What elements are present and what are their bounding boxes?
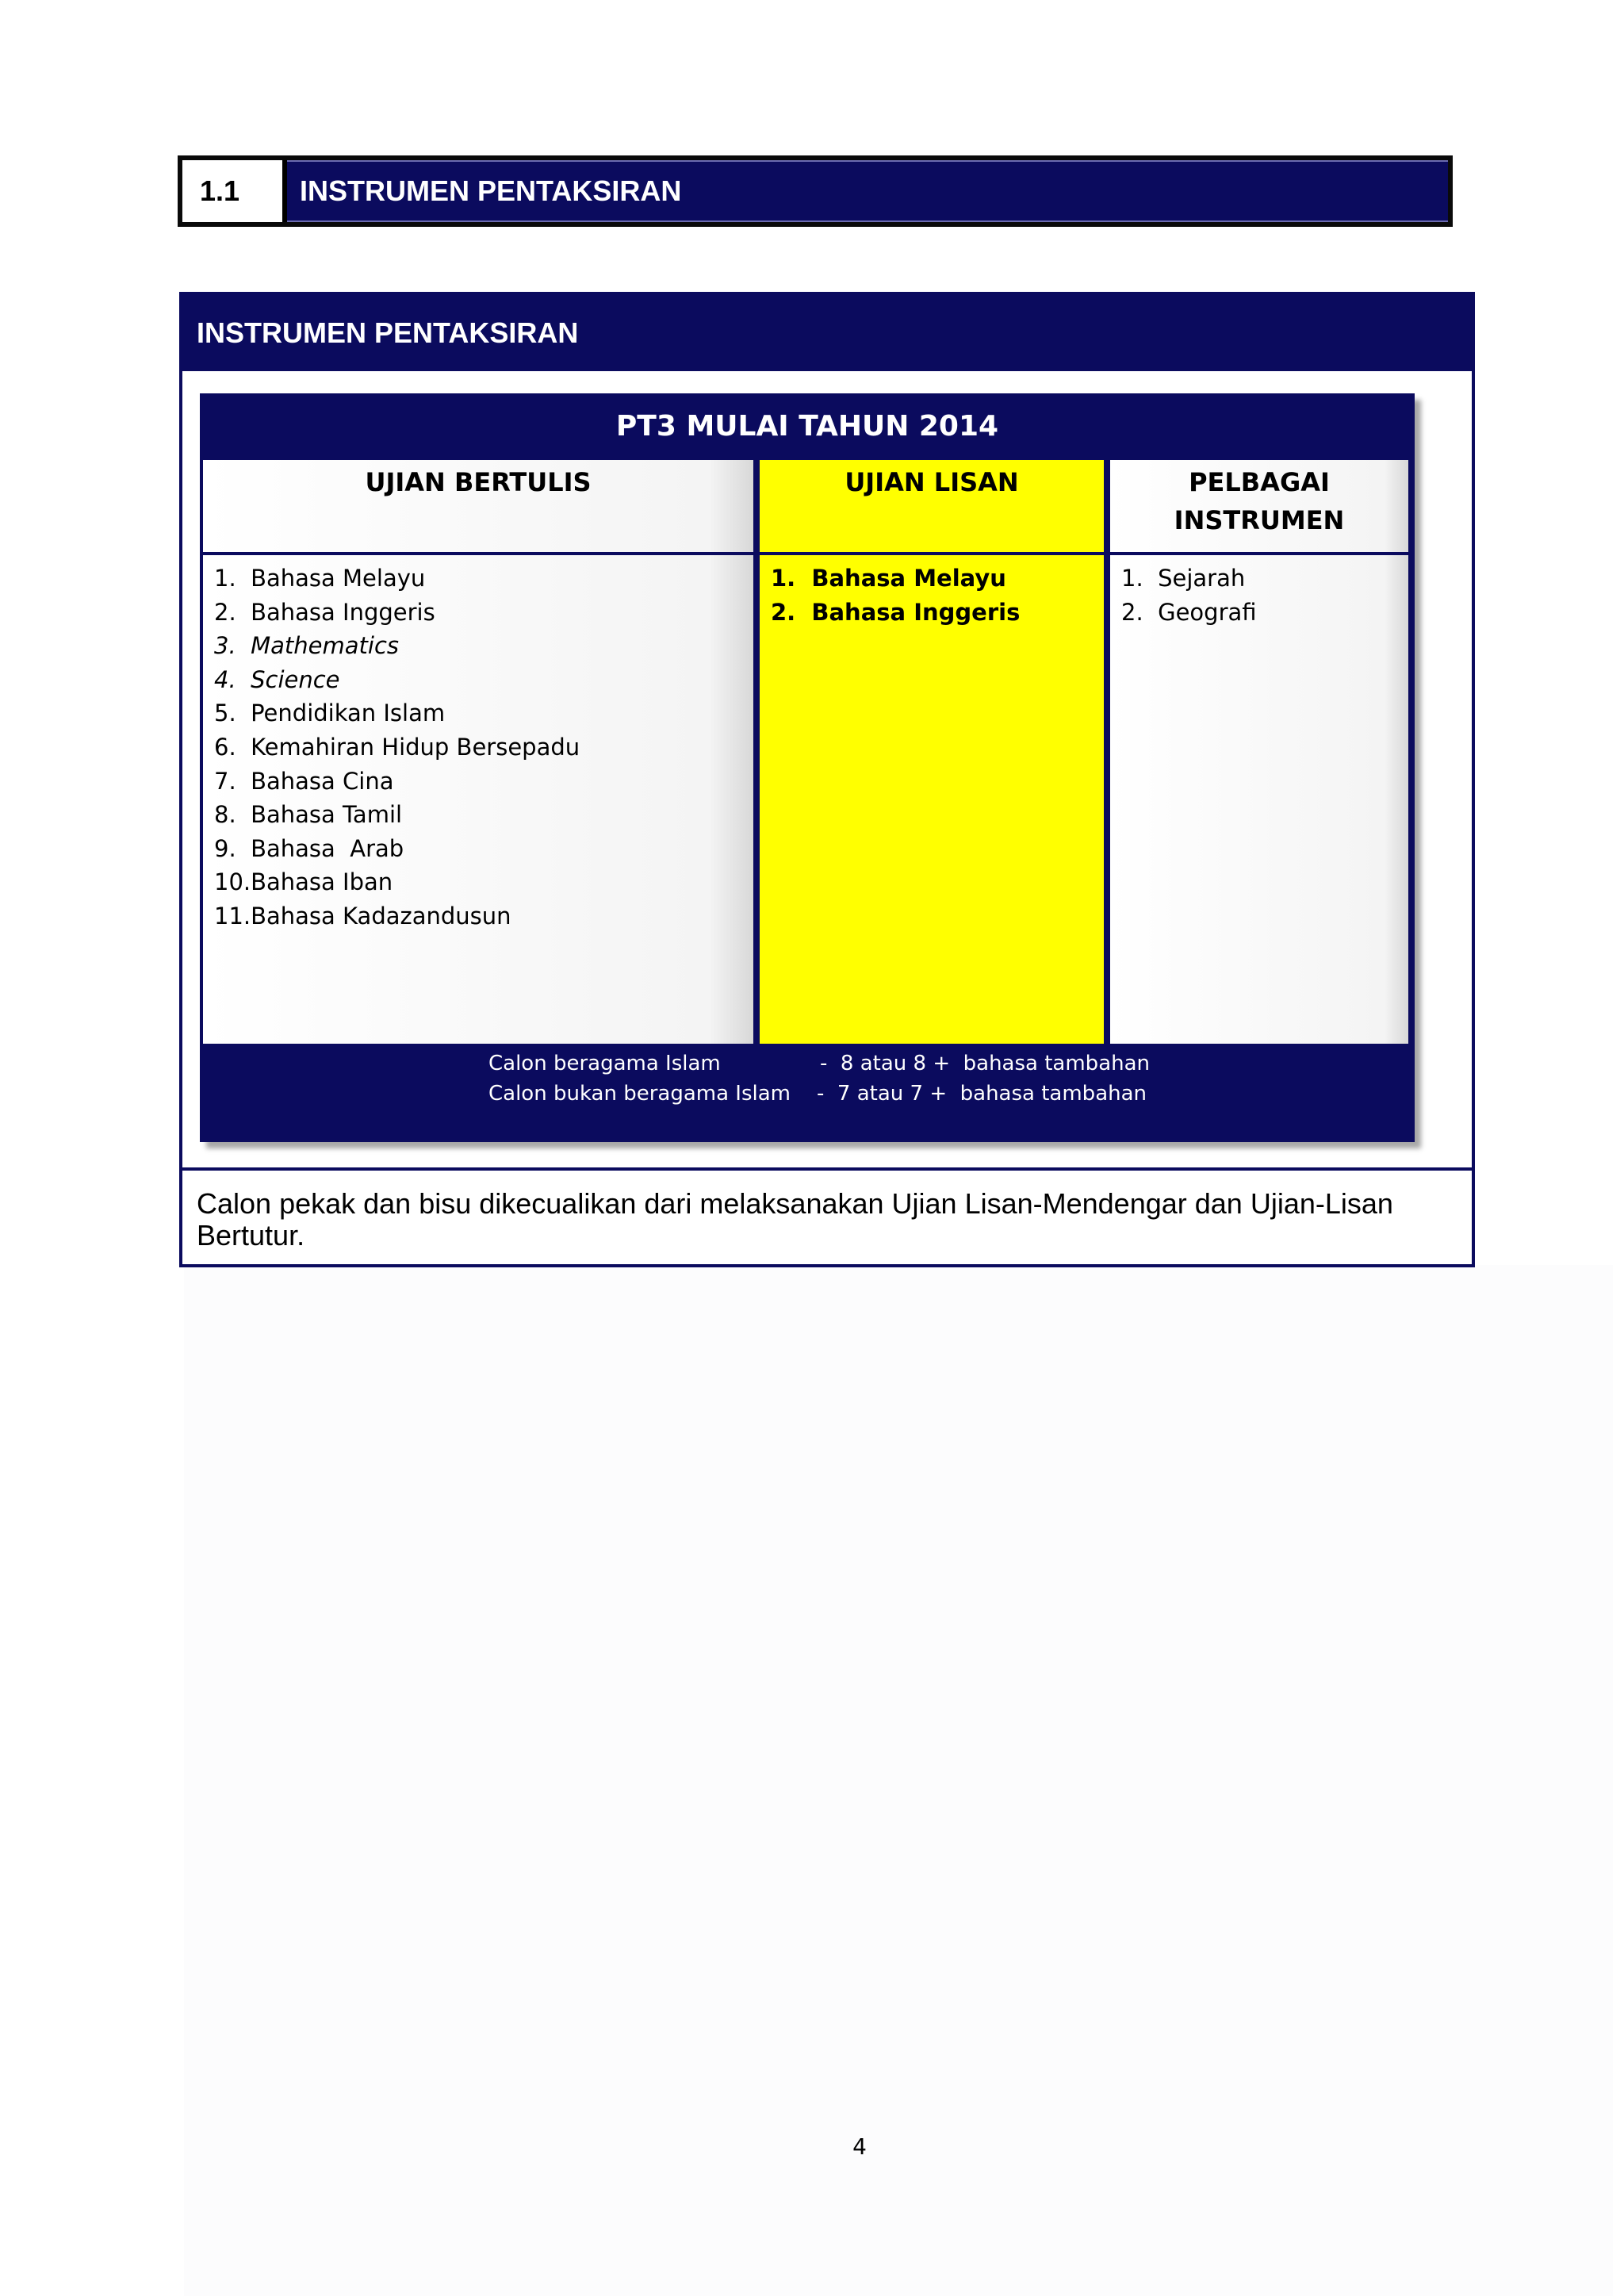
column-heading-text: UJIAN LISAN — [845, 467, 1019, 497]
section-title: INSTRUMEN PENTAKSIRAN — [287, 160, 1448, 222]
list-item: 1. Bahasa Melayu — [214, 565, 426, 592]
page-number: 4 — [852, 2133, 867, 2160]
section-header — [178, 155, 1453, 227]
list-item: 7. Bahasa Cina — [214, 767, 394, 795]
column-heading-text: PELBAGAI — [1189, 467, 1330, 497]
footer-label: Calon bukan beragama Islam — [488, 1082, 791, 1106]
diagram-title: PT3 MULAI TAHUN 2014 — [615, 409, 999, 443]
page-background — [184, 1265, 1613, 2296]
pt3-diagram — [200, 393, 1415, 1142]
list-pelbagai-instrumen — [1110, 555, 1408, 1044]
panel-note: Calon pekak dan bisu dikecualikan dari melaksanakan Ujian Lisan-Mendengar dan Ujian-Lisan Bertutur. — [182, 1167, 1472, 1266]
footer-label: Calon beragama Islam — [488, 1052, 721, 1075]
column-heading-text: INSTRUMEN — [1174, 505, 1345, 535]
panel-title: INSTRUMEN PENTAKSIRAN — [182, 295, 1472, 371]
list-item: 2. Bahasa Inggeris — [214, 598, 435, 626]
list-item: 2. Geografi — [1121, 598, 1257, 626]
list-item: 1. Bahasa Melayu — [771, 565, 1006, 592]
list-item: 2. Bahasa Inggeris — [771, 598, 1021, 626]
list-ujian-bertulis — [203, 555, 753, 1044]
list-item: 1. Sejarah — [1121, 565, 1246, 592]
list-ujian-lisan — [760, 555, 1104, 1044]
list-item: 11.Bahasa Kadazandusun — [214, 902, 511, 930]
list-item: 10.Bahasa Iban — [214, 868, 393, 896]
column-heading-text: UJIAN BERTULIS — [365, 467, 592, 497]
footer-value: - 8 atau 8 + bahasa tambahan — [820, 1052, 1151, 1075]
list-item: 4. Science — [214, 665, 340, 693]
list-item: 8. Bahasa Tamil — [214, 801, 403, 829]
footer-value: - 7 atau 7 + bahasa tambahan — [817, 1082, 1147, 1106]
column-heading-ujian-lisan — [760, 460, 1104, 552]
section-number: 1.1 — [182, 160, 282, 222]
list-item: 3. Mathematics — [214, 632, 399, 660]
list-item: 9. Bahasa Arab — [214, 834, 404, 862]
instrument-panel — [179, 292, 1475, 1267]
column-heading-pelbagai-instrumen — [1110, 460, 1408, 552]
list-item: 5. Pendidikan Islam — [214, 700, 446, 727]
diagram-footer — [200, 1045, 1415, 1142]
column-heading-ujian-bertulis — [203, 460, 753, 552]
list-item: 6. Kemahiran Hidup Bersepadu — [214, 733, 580, 761]
